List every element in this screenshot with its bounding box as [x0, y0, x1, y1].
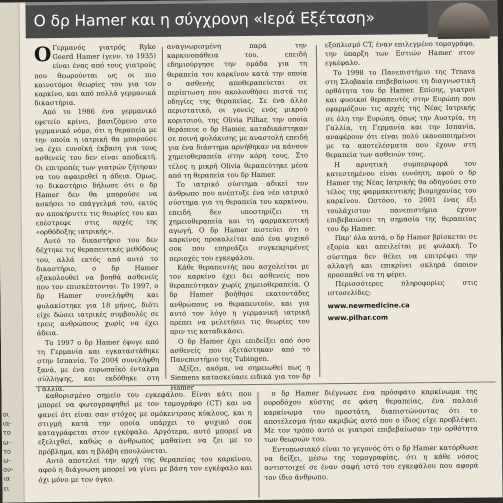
paragraph: Αυτό αποτελεί την αρχή της θεραπείας του καρκίνου, αφού η διάγνωση μπορεί να γίνει με βάση τον εγκέφαλο και όχι μόνο με τον όγκο.	[38, 455, 253, 484]
article-headline: Ο δρ Hamer και η σύγχρονη «Ιερά Εξέταση»	[33, 8, 375, 31]
column-divider	[316, 45, 320, 377]
paragraph: Το ιατρικό σύστημα αδικεί τον άνθρωπο που ανέπτυξε ένα νέο ιατρικό σύστημα για τη θεραπεία του καρκίνου, επειδή δεν υποστηρίζει τη χημειοθεραπεία και τη φαρμακευτική αγωγή. Ο δρ Hamer πιστεύει ότι ο καρκίνος προκαλείται από ένα ψυχικό σοκ που επηρεάζει συγκεκριμένες περιοχές του εγκεφάλου.	[168, 179, 310, 263]
paragraph: καθορισμένο σημείο του εγκεφάλου. Είναι κάτι που μπορεί να φωτογραφηθεί με τον τομογράφο (CT) και να φανεί ότι είναι σαν στόχος με ομόκεντρους κύκλους, και η στιγμή κατά την οποία υπάρχει το ψυχικό σοκ καταγράφεται στον εγκέφαλο. Αργότερα, αυτό μπορεί να εξελιχθεί, καθώς ο άνθρωπος μαθαίνει να ζει με το πρόβλημα, και η βλάβη επουλώνεται.	[37, 389, 253, 457]
headline-band	[25, 0, 497, 38]
text-column-1	[33, 42, 160, 393]
paragraph: Το 1997 ο δρ Hamer έφυγε από τη Γερμανία και εγκαταστάθηκε στην Ισπανία. Το 2004 συνελήφθη ξανά, με ένα ευρωπαϊκό ένταλμα σύλληψης, και εκδόθηκε στη Γαλλία.	[37, 337, 160, 393]
margin-fragment: ια	[3, 474, 10, 484]
margin-text-fragments	[3, 410, 24, 493]
article-continuation	[37, 388, 478, 503]
paragraph: Από το 1986 ένα γερμανικό εφετείο κρίνει, βασιζόμενο στο γερμανικό νόμο, ότι η θεραπεία με την οποία η ιατρική θα μπορούσε να έχει ευνοϊκή έκβαση για τους ασθενείς του δεν είναι αποδεκτή. Οι επιτροπές των γιατρών ζήτησαν να του αφαιρεθεί η άδεια. Όμως, το δικαστήριο δήλωσε ότι ο δρ Hamer δεν θα μπορούσε να ασκήσει το επάγγελμά του, εκτός αν αποκήρυττε τις θεωρίες του και επέστρεφε στις αρχές της «ορθόδοξης ιατρικής».	[34, 107, 158, 237]
paragraph: ο δρ Hamer διέγνωσε ένα πρόσφατο καρκίνωμα της ουροδόχου κύστης σε φάση θεραπείας, ένα παλαιό καρκίνωμα του προστάτη, διαπιστώνοντας ότι το αποτέλεσμα ήταν ακριβώς αυτό που ο ίδιος είχε προβλέψει. Με τον τρόπο αυτό οι γιατροί επιβεβαίωσαν την ορθότητα των θεωριών του.	[263, 387, 478, 445]
paragraph: εξοπλισμό CT, έναν επιλεγμένο τομογράφο, την ύπαρξη των Εστιών Hamer στον εγκέφαλο.	[324, 39, 475, 68]
margin-fragment: ια-	[2, 419, 12, 428]
paragraph: Αξίζει, ακόμα, να σημειωθεί πως η Siemens κατασκεύασε ειδικά για τον δρ Hamer	[170, 363, 311, 392]
margin-fragment: ει	[3, 484, 10, 493]
paragraph: Παρ' όλα αυτά, ο δρ Hamer βρίσκεται σε εξορία και απειλείται με φυλακή. Το σύστημα δεν θέλει να επιτρέψει την αλλαγή και επικρίνει σκληρά όποιον προσπαθεί να τη φέρει.	[326, 232, 478, 280]
paragraph	[34, 43, 157, 109]
paragraph: Κάθε θεραπευτής που ασχολείται με τον καρκίνο έχει δει ασθενείς που θεραπεύτηκαν χωρίς χημειοθεραπεία. Ο δρ Hamer βοήθησε εκατοντάδες ανθρώπους να θεραπευτούν, και για αυτό τον λόγο η γερμανική ιατρική πρέπει να μελετήσει τις θεωρίες του πριν τις καταδικάσει.	[169, 262, 310, 337]
article-columns	[33, 39, 478, 393]
website-link[interactable]: www.pilhar.com	[327, 313, 389, 323]
margin-fragment: οι	[2, 410, 9, 419]
bottom-column-1	[37, 390, 252, 502]
bottom-column-2	[263, 388, 478, 500]
paragraph: Αυτό το δικαστήριο του δεν δέχτηκε τις θεραπευτικές μεθόδους του, αλλά εκτός από αυτό το δικαστήριο, ο δρ Hamer εξακολουθεί να βοηθά ασθενείς που τον επισκέπτονται. Το 1997, ο δρ Hamer συνελήφθη και φυλακίστηκε για 18 μήνες, διότι είχε δώσει ιατρικές συμβουλές σε τρεις ανθρώπους χωρίς να έχει άδεια.	[35, 236, 159, 338]
website-link[interactable]: www.newmedicine.ca	[327, 301, 410, 310]
text-column-2	[166, 41, 311, 392]
paragraph: Η αρνητική συμπεριφορά του κατεστημένου είναι ευνόητη, αφού ο δρ Hamer της Νέας Ιατρικής θα οδηγούσε στο τέλος της φαρμακευτικής βιομηχανίας του καρκίνου. Ωστόσο, το 2001 ένας έξι τουλάχιστον πανεπιστήμια έχουν επιβεβαιώσει τη σημασία της θεραπείας του δρ Hamer.	[326, 159, 477, 234]
paragraph: Το 1998 το Πανεπιστήμιο της Trnava στη Σλοβακία επιβεβαίωσε τη διαγνωστική ορθότητα του δρ Hamer. Επίσης, γιατροί και φυσικοί θεραπευτές στην Ευρώπη που εφαρμόζουν τις αρχές της Νέας Ιατρικής σε όλη την Ευρώπη, όπως την Αυστρία, τη Γαλλία, τη Γερμανία και την Ισπανία, αναφέρουν ότι είναι πολύ ικανοποιημένοι με τα αποτελέσματα που έχουν στη θεραπεία των ασθενών τους.	[325, 67, 476, 160]
margin-fragment: το	[3, 447, 12, 456]
margin-fragment: ω-	[3, 456, 12, 465]
column-divider	[162, 47, 166, 379]
text-column-3	[325, 40, 479, 382]
paragraph-text: Γερμανός γιατρός Ryke Geerd Hamer (γενν. το 1935) είναι ένας από τους γιατρούς που θεωρούνται ως οι πιο καινοτόμοι θεωρίες του για τον καρκίνο, και από πολλά γερμανικά δικαστήρια.	[34, 42, 157, 108]
paragraph: Ο δρ Hamer έχει επιδείξει από όσο ασθενείς που εξετάστηκαν από το Πανεπιστήμιο της Tubingen.	[170, 335, 311, 364]
portrait-frame	[427, 0, 497, 37]
author-portrait-photo	[437, 2, 489, 39]
column-divider	[257, 392, 259, 498]
margin-fragment: ω-	[2, 438, 11, 447]
paragraph: αναγνωρισμένη παρά την καρκινοπάθεια του, επειδή εδημιούργησε την ομάδα για τη θεραπεία του καρκίνου κατά την οποία ο ασθενής αποθεραπεύεται σε περίπτωση που ακολουθήσει πιστά τις οδηγίες της θεραπείας. Σε ένα άλλο περιστατικό, οι γονείς ενός μικρού κοριτσιού, της Olivia Pilhar, την οποία θεράπευε ο δρ Hamer, καταδικάστηκαν σε ποινή φυλάκισης με αναστολή επειδή για ένα διάστημα αρνήθηκαν να κάνουν χημειοθεραπεία στην κόρη τους. Στο τέλος η μικρή Olivia θεραπεύτηκε μέσα από τη θεραπεία του δρ Hamer.	[166, 41, 309, 180]
drop-cap: Ο	[33, 42, 52, 67]
margin-fragment: το	[2, 428, 11, 438]
margin-fragment: ου-	[3, 465, 14, 474]
paragraph: Εντυπωσιακό είναι το γεγονός ότι ο δρ Hamer κατόρθωσε να δείξει, μέσω της τομογραφίας, ότι η κάθε νόσος αντιστοιχεί σε έναν σαφή ιστό του εγκεφάλου που αφορά τον ίδιο άνθρωπο.	[264, 443, 479, 482]
paragraph: Περισσότερες πληροφορίες στις ιστοσελίδες:	[327, 278, 478, 298]
